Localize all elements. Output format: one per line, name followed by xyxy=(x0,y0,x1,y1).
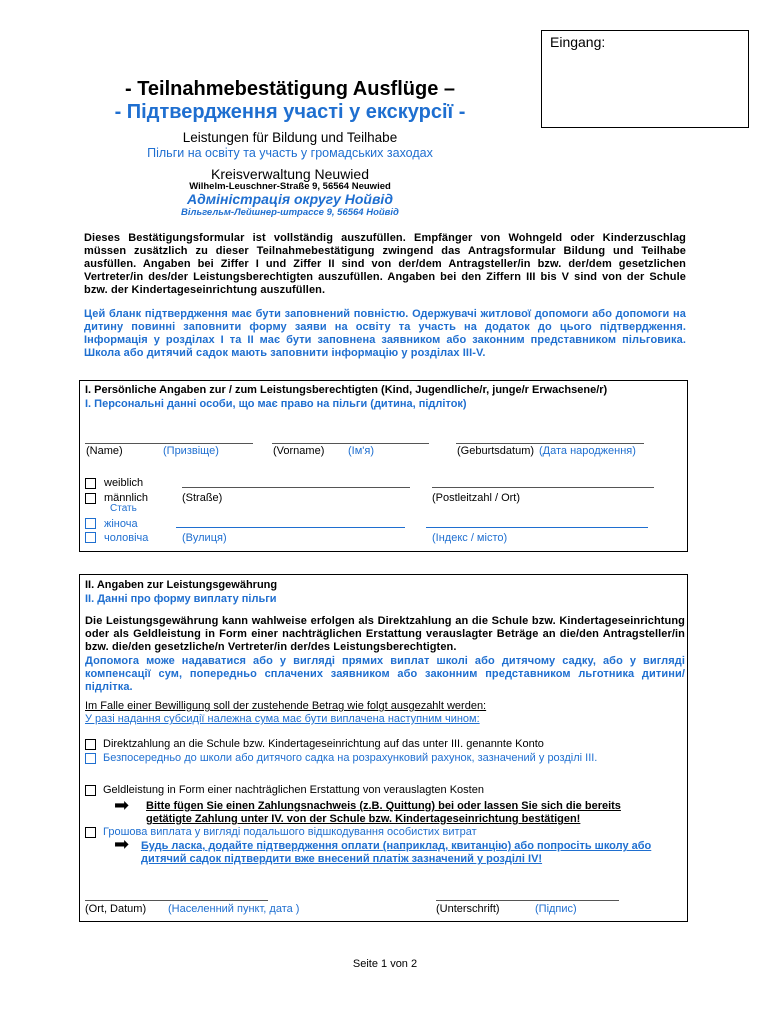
unterschrift-label-de: (Unterschrift) xyxy=(436,903,500,915)
geburtsdatum-field[interactable] xyxy=(456,443,644,444)
gender-label-ua: Стать xyxy=(110,503,137,514)
address-ua: Вільгельм-Лейшнер-штрассе 9, 56564 Нойвід xyxy=(181,207,399,218)
program-de: Leistungen für Bildung und Teilhabe xyxy=(182,130,398,145)
vorname-label-ua: (Ім'я) xyxy=(348,445,375,457)
maennlich-checkbox[interactable] xyxy=(85,493,96,504)
weiblich-checkbox[interactable] xyxy=(85,478,96,489)
female-checkbox-ua[interactable] xyxy=(85,518,96,529)
office-ua: Адміністрація округу Нойвід xyxy=(187,191,393,207)
title-de: - Teilnahmebestätigung Ausflüge – xyxy=(124,78,456,100)
section-2-body-de: Die Leistungsgewährung kann wahlweise erfolgen als Direktzahlung an die Schule bzw. Kindertageseinrichtung oder als Geldleistung in Form einer nachträglichen Erstattung verauslagter Beträge an die/den Antragsteller/in bzw. die/den gesetzliche/n Vertreter/in der/des Leistungsberechtigten. xyxy=(85,615,685,653)
ort-label-ua: (Населенний пункт, дата ) xyxy=(168,903,300,915)
unterschrift-label-ua: (Підпис) xyxy=(535,903,577,915)
intro-ua: Цей бланк підтвердження має бути заповнений повністю. Одержувачі житлової допомоги або допомоги на дитину повинні заповнити форму заяви на освіту та участь на додаток до цього підтвердження. Інформація у розділах I та II має бути заповнена заявником або законним представником пільговика. Школа або дитячий садок мають заповнити інформацію у розділах III-V. xyxy=(84,308,686,359)
geldleistung-checkbox[interactable] xyxy=(85,785,96,796)
program-ua: Пільги на освіту та участь у громадських заходах xyxy=(147,146,433,160)
strasse-label-ua: (Вулиця) xyxy=(182,532,227,544)
plz-field-ua[interactable] xyxy=(426,527,648,528)
vorname-label-de: (Vorname) xyxy=(273,445,325,457)
geburtsdatum-label-de: (Geburtsdatum) xyxy=(457,445,535,457)
option-1-ua: Безпосередньо до школи або дитячого садка на розрахунковий рахунок, зазначений у розділі III. xyxy=(103,752,598,764)
intro-de: Dieses Bestätigungsformular ist vollständig auszufüllen. Empfänger von Wohngeld oder Kinderzuschlag müssen zusätzlich zu dieser Teilnahmebestätigung zwingend das Antragsformular Bildung und Teilhabe ausfüllen. Angaben bei Ziffer I und Ziffer II sind von der/dem Antragsteller/in bzw. der/dem gesetzlichen Vertreter/in des/der Leistungsberechtigten auszufüllen. Angaben bei den Ziffern III bis V sind von der Schule bzw. der Kindertageseinrichtung auszufüllen. xyxy=(84,232,686,296)
male-label-ua: чоловіча xyxy=(104,532,149,544)
arrow-right-icon: ➡ xyxy=(114,834,130,854)
weiblich-label: weiblich xyxy=(104,477,144,489)
geburtsdatum-label-ua: (Дата народження) xyxy=(539,445,636,457)
strasse-label-de: (Straße) xyxy=(182,492,223,504)
office-de: Kreisverwaltung Neuwied xyxy=(211,166,369,182)
case-ua: У разі надання субсидії належна сума має бути виплачена наступним чином: xyxy=(85,713,480,725)
eingang-box[interactable] xyxy=(541,30,749,128)
name-label-ua: (Призвіще) xyxy=(163,445,219,457)
geldleistung-checkbox-ua[interactable] xyxy=(85,827,96,838)
male-checkbox-ua[interactable] xyxy=(85,532,96,543)
ort-label-de: (Ort, Datum) xyxy=(85,903,147,915)
name-field[interactable] xyxy=(85,443,253,444)
strasse-field-ua[interactable] xyxy=(176,527,405,528)
ort-datum-field[interactable] xyxy=(85,900,268,901)
option-2-note-de: Bitte fügen Sie einen Zahlungsnachweis (z.B. Quittung) bei oder lassen Sie sich die bereits getätigte Zahlung unter IV. von der Schule bzw. Kindertageseinrichtung bestätigen! xyxy=(146,800,621,825)
case-de: Im Falle einer Bewilligung soll der zustehende Betrag wie folgt ausgezahlt werden: xyxy=(85,700,487,712)
strasse-field[interactable] xyxy=(182,487,410,488)
address-de: Wilhelm-Leuschner-Straße 9, 56564 Neuwied xyxy=(189,181,391,192)
page-footer: Seite 1 von 2 xyxy=(352,958,418,970)
section-2-title-de: II. Angaben zur Leistungsgewährung xyxy=(85,579,278,591)
plz-label-de: (Postleitzahl / Ort) xyxy=(432,492,521,504)
option-1-de: Direktzahlung an die Schule bzw. Kindertageseinrichtung auf das unter III. genannte Konto xyxy=(103,738,544,750)
plz-label-ua: (Індекс / місто) xyxy=(432,532,508,544)
section-2-title-ua: II. Данні про форму виплату пільги xyxy=(85,593,277,605)
option-2-de: Geldleistung in Form einer nachträglichen Erstattung von verauslagten Kosten xyxy=(103,784,484,796)
eingang-label: Eingang: xyxy=(550,34,606,50)
section-1-title-de: I. Persönliche Angaben zur / zum Leistungsberechtigten (Kind, Jugendliche/r, junge/r Erwachsene/r) xyxy=(85,384,608,396)
female-label-ua: жіноча xyxy=(104,518,138,530)
direktzahlung-checkbox-ua[interactable] xyxy=(85,753,96,764)
vorname-field[interactable] xyxy=(272,443,429,444)
option-2-note-ua: Будь ласка, додайте підтвердження оплати (наприклад, квитанцію) або попросіть школу або дитячий садок підтвердити вже внесений платіж зазначений у розділі IV! xyxy=(141,840,652,865)
option-2-ua: Грошова виплата у вигляді подальшого відшкодування особистих витрат xyxy=(103,826,477,838)
section-1-title-ua: I. Персональні данні особи, що має право на пільги (дитина, підліток) xyxy=(85,398,467,410)
plz-field[interactable] xyxy=(432,487,654,488)
arrow-right-icon: ➡ xyxy=(114,795,130,815)
maennlich-label: männlich xyxy=(104,492,149,504)
title-ua: - Підтвердження участі у екскурсії - xyxy=(114,101,466,123)
unterschrift-field[interactable] xyxy=(436,900,619,901)
name-label-de: (Name) xyxy=(86,445,123,457)
direktzahlung-checkbox[interactable] xyxy=(85,739,96,750)
section-2-body-ua: Допомога може надаватися або у вигляді прямих виплат школі або дитячому садку, або у вигляді компенсації сум, попередньо сплачених заявником або законним представником льготника дитини/підлітка. xyxy=(85,655,685,693)
